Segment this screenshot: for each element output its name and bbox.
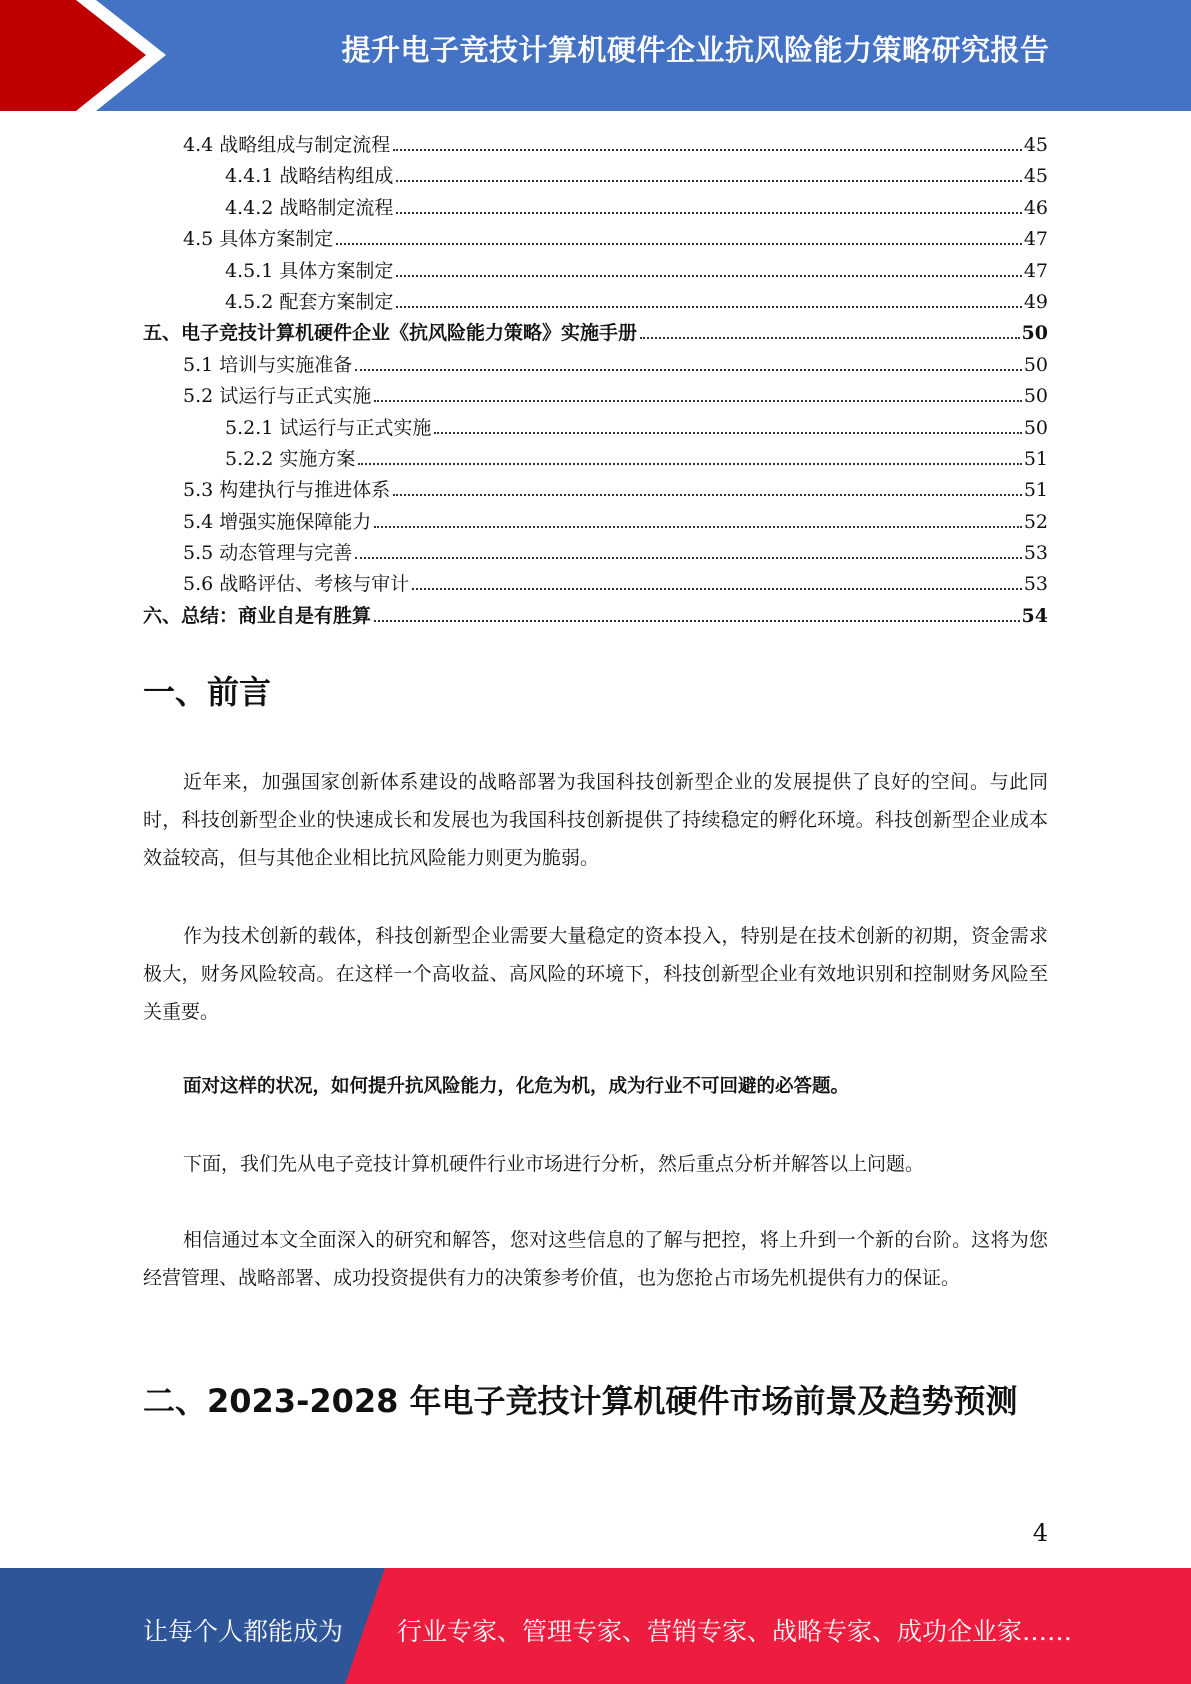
header-title: 提升电子竞技计算机硬件企业抗风险能力策略研究报告	[341, 33, 1050, 67]
toc-entry-page: 47	[1023, 228, 1048, 251]
toc-leader-dots	[434, 432, 1021, 434]
toc-entry[interactable]	[143, 224, 1048, 255]
toc-leader-dots	[374, 400, 1022, 402]
footer-slogan-lead: 让每个人都能成为	[143, 1617, 344, 1646]
toc-entry-label: 5.5 动态管理与完善	[183, 542, 353, 565]
toc-entry-page: 50	[1023, 385, 1048, 408]
toc-entry-label: 5.3 构建执行与推进体系	[183, 479, 391, 502]
toc-entry-page: 50	[1023, 353, 1048, 376]
toc-entry[interactable]	[143, 507, 1048, 538]
toc-entry[interactable]	[143, 444, 1048, 475]
toc-entry-label: 4.4.2 战略制定流程	[225, 196, 394, 219]
toc-entry-label: 六、总结：商业自是有胜算	[143, 604, 372, 627]
toc-entry-label: 4.4.1 战略结构组成	[225, 165, 394, 188]
toc-entry[interactable]	[143, 569, 1048, 600]
toc-leader-dots	[393, 494, 1022, 496]
toc-leader-dots	[640, 337, 1020, 339]
toc-entry-page: 49	[1023, 290, 1048, 313]
toc-entry[interactable]	[143, 193, 1048, 224]
toc-entry[interactable]	[143, 475, 1048, 506]
toc-entry-label: 4.5.1 具体方案制定	[225, 259, 394, 282]
toc-leader-dots	[396, 306, 1021, 308]
page-header	[0, 0, 1191, 111]
toc-leader-dots	[393, 149, 1022, 151]
body-paragraph: 相信通过本文全面深入的研究和解答，您对这些信息的了解与把控，将上升到一个新的台阶。这将为您经营管理、战略部署、成功投资提供有力的决策参考价值，也为您抢占市场先机提供有力的保证。	[143, 1229, 1048, 1289]
toc-leader-dots	[355, 369, 1022, 371]
toc-entry-label: 5.6 战略评估、考核与审计	[183, 573, 410, 596]
toc-entry-page: 50	[1021, 322, 1048, 345]
toc-leader-dots	[358, 463, 1021, 465]
page-number: 4	[1032, 1519, 1048, 1547]
toc-entry[interactable]	[143, 130, 1048, 161]
toc-entry[interactable]	[143, 413, 1048, 444]
toc-entry-label: 5.2 试运行与正式实施	[183, 385, 372, 408]
emphasis-paragraph: 面对这样的状况，如何提升抗风险能力，化危为机，成为行业不可回避的必答题。	[183, 1076, 850, 1097]
toc-leader-dots	[355, 557, 1022, 559]
toc-entry-page: 53	[1023, 573, 1048, 596]
section-heading-preface: 一、前言	[143, 673, 272, 711]
toc-entry[interactable]	[143, 350, 1048, 381]
toc-entry-label: 5.2.1 试运行与正式实施	[225, 416, 432, 439]
body-paragraph: 作为技术创新的载体，科技创新型企业需要大量稳定的资本投入，特别是在技术创新的初期，资金需求极大，财务风险较高。在这样一个高收益、高风险的环境下，科技创新型企业有效地识别和控制财务风险至关重要。	[143, 925, 1048, 1023]
toc-entry-label: 五、电子竞技计算机硬件企业《抗风险能力策略》实施手册	[143, 322, 638, 345]
page-footer	[0, 1568, 1191, 1684]
toc-entry-label: 5.2.2 实施方案	[225, 447, 356, 470]
toc-leader-dots	[396, 180, 1021, 182]
toc-entry[interactable]	[143, 256, 1048, 287]
toc-leader-dots	[374, 526, 1022, 528]
section-heading-market-outlook: 二、2023-2028 年电子竞技计算机硬件市场前景及趋势预测	[143, 1382, 1018, 1420]
toc-entry-page: 47	[1023, 259, 1048, 282]
toc-leader-dots	[412, 588, 1022, 590]
toc-entry[interactable]	[143, 601, 1048, 632]
toc-entry-page: 53	[1023, 542, 1048, 565]
table-of-contents	[143, 130, 1048, 632]
toc-leader-dots	[374, 620, 1020, 622]
toc-leader-dots	[396, 275, 1021, 277]
toc-entry-label: 4.5 具体方案制定	[183, 228, 334, 251]
toc-entry-page: 46	[1023, 196, 1048, 219]
toc-entry[interactable]	[143, 318, 1048, 349]
body-paragraph: 近年来，加强国家创新体系建设的战略部署为我国科技创新型企业的发展提供了良好的空间。与此同时，科技创新型企业的快速成长和发展也为我国科技创新提供了持续稳定的孵化环境。科技创新型企业成本效益较高，但与其他企业相比抗风险能力则更为脆弱。	[143, 771, 1048, 869]
toc-entry[interactable]	[143, 381, 1048, 412]
toc-entry-page: 51	[1023, 447, 1048, 470]
toc-entry-label: 4.4 战略组成与制定流程	[183, 134, 391, 156]
toc-leader-dots	[396, 212, 1021, 214]
toc-entry[interactable]	[143, 287, 1048, 318]
toc-entry[interactable]	[143, 538, 1048, 569]
toc-leader-dots	[336, 243, 1022, 245]
toc-entry-page: 50	[1023, 416, 1048, 439]
toc-entry-page: 45	[1023, 165, 1048, 188]
toc-entry-page: 54	[1021, 604, 1048, 627]
toc-entry-label: 5.4 增强实施保障能力	[183, 510, 372, 533]
toc-entry-page: 51	[1023, 479, 1048, 502]
toc-entry-label: 5.1 培训与实施准备	[183, 353, 353, 376]
footer-slogan-roles: 行业专家、管理专家、营销专家、战略专家、成功企业家……	[397, 1617, 1073, 1646]
toc-entry-label: 4.5.2 配套方案制定	[225, 290, 394, 313]
toc-entry[interactable]	[143, 161, 1048, 192]
toc-entry-page: 45	[1023, 134, 1048, 156]
toc-entry-page: 52	[1023, 510, 1048, 533]
body-paragraph: 下面，我们先从电子竞技计算机硬件行业市场进行分析，然后重点分析并解答以上问题。	[183, 1153, 925, 1175]
